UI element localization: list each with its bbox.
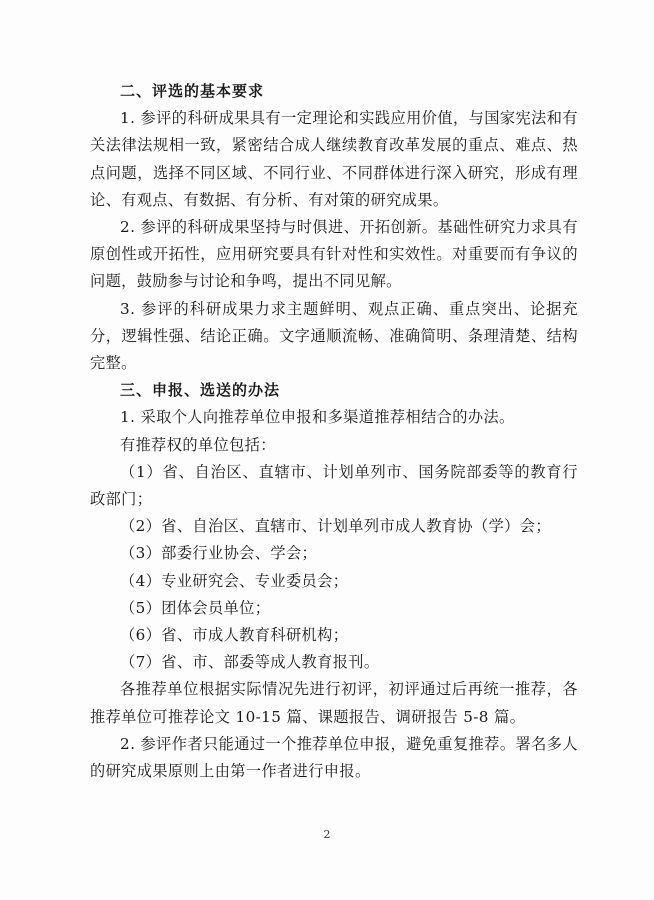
recommending-unit-item: （2）省、自治区、直辖市、计划单列市成人教育协（学）会；: [120, 517, 551, 536]
recommending-unit-item: （6）省、市成人教育科研机构；: [120, 626, 349, 645]
recommending-unit-item: （1）省、自治区、直辖市、计划单列市、国务院部委等的教育行政部门；: [90, 462, 578, 509]
recommending-unit-item: （7）省、市、部委等成人教育报刊。: [120, 653, 380, 672]
requirement-paragraph-3: 3. 参评的科研成果力求主题鲜明、观点正确、重点突出、论据充分，逻辑性强、结论正确。文字通顺流畅、准确简明、条理清楚、结构完整。: [90, 299, 578, 373]
document-body: [90, 78, 578, 785]
method-paragraph-1: 1. 采取个人向推荐单位申报和多渠道推荐相结合的办法。: [120, 408, 515, 427]
section-heading-application-method: 三、申报、选送的办法: [120, 381, 281, 400]
section-heading-evaluation-requirements: 二、评选的基本要求: [120, 82, 265, 100]
recommending-unit-item: （5）团体会员单位；: [120, 598, 271, 617]
recommending-unit-item: （4）专业研究会、专业委员会；: [120, 571, 349, 590]
method-paragraph-2: 2. 参评作者只能通过一个推荐单位申报，避免重复推荐。署名多人的研究成果原则上由第一作者进行申报。: [90, 734, 578, 781]
preliminary-review-paragraph: 各推荐单位根据实际情况先进行初评，初评通过后再统一推荐，各推荐单位可推荐论文 10-15 篇、课题报告、调研报告 5-8 篇。: [90, 680, 578, 726]
page-number: 2: [323, 828, 331, 841]
recommending-unit-item: （3）部委行业协会、学会；: [120, 544, 318, 563]
requirement-paragraph-1: 1. 参评的科研成果具有一定理论和实践应用价值，与国家宪法和有关法律法规相一致，紧密结合成人继续教育改革发展的重点、难点、热点问题，选择不同区域、不同行业、不同群体进行深入研究，形成有理论、有观点、有数据、有分析、有对策的研究成果。: [90, 109, 578, 209]
recommending-units-intro: 有推荐权的单位包括：: [120, 435, 276, 454]
requirement-paragraph-2: 2. 参评的科研成果坚持与时俱进、开拓创新。基础性研究力求具有原创性或开拓性，应用研究要具有针对性和实效性。对重要而有争议的问题，鼓励参与讨论和争鸣，提出不同见解。: [90, 218, 578, 291]
